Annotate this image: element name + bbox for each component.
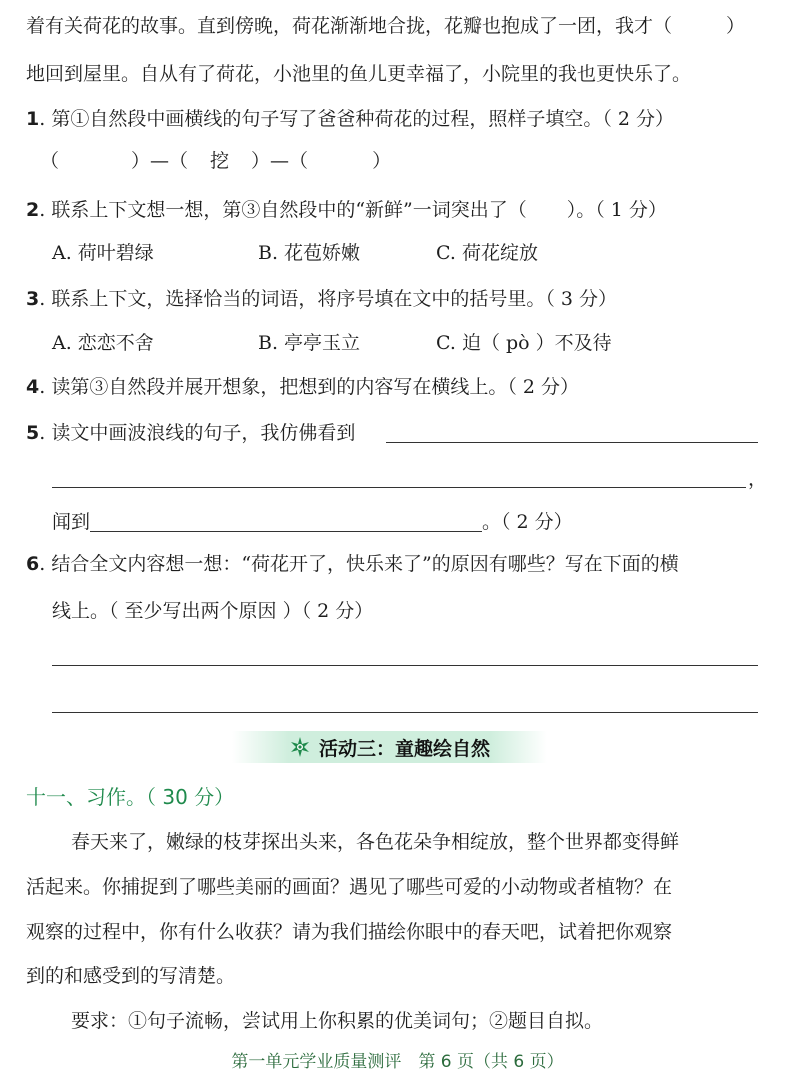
question-5 xyxy=(26,420,355,446)
question-text: . 第①自然段中画横线的句子写了爸爸种荷花的过程，照样子填空。（ 2 分） xyxy=(39,108,674,130)
essay-paragraph-line: 春天来了，嫩绿的枝芽探出头来，各色花朵争相绽放，整个世界都变得鲜 xyxy=(71,831,680,853)
option-c: C. 迫（ pò ）不及待 xyxy=(436,332,612,354)
question-number: 2 xyxy=(26,199,40,221)
question-6 xyxy=(26,551,679,577)
question-number: 1 xyxy=(26,108,40,130)
question-text: . 结合全文内容想一想：“荷花开了，快乐来了”的原因有哪些？写在下面的横 xyxy=(39,553,679,575)
passage-line-2: 地回到屋里。自从有了荷花，小池里的鱼儿更幸福了，小院里的我也更快乐了。 xyxy=(26,63,692,85)
essay-requirements: 要求：①句子流畅，尝试用上你积累的优美词句；②题目自拟。 xyxy=(71,1010,604,1032)
blank-paren-close: ） xyxy=(726,15,746,37)
question-score: 。（ 2 分） xyxy=(482,511,573,533)
option-a: A. 恋恋不舍 xyxy=(52,332,154,354)
question-text: . 读文中画波浪线的句子，我仿佛看到 xyxy=(39,422,356,444)
essay-paragraph-line: 观察的过程中，你有什么收获？请为我们描绘你眼中的春天吧，试着把你观察 xyxy=(26,921,673,943)
answer-line[interactable] xyxy=(386,442,758,443)
answer-line[interactable] xyxy=(90,511,482,532)
essay-paragraph-line: 活起来。你捕捉到了哪些美丽的画面？遇见了哪些可爱的小动物或者植物？在 xyxy=(26,876,673,898)
question-number: 6 xyxy=(26,553,40,575)
star-flower-icon xyxy=(289,736,311,758)
essay-paragraph-line: 到的和感受到的写清楚。 xyxy=(26,965,236,987)
question-5-heard-line xyxy=(52,509,573,535)
option-b: B. 花苞娇嫩 xyxy=(258,242,361,264)
question-1-fill-line xyxy=(40,148,391,174)
passage-text: 着有关荷花的故事。直到傍晚，荷花渐渐地合拢，花瓣也抱成了一团，我才（ xyxy=(26,15,673,37)
question-text: . 联系上下文，选择恰当的词语，将序号填在文中的括号里。（ 3 分） xyxy=(39,288,617,310)
question-number: 5 xyxy=(26,422,40,444)
answer-line[interactable] xyxy=(52,712,758,713)
comma: ， xyxy=(748,468,768,490)
question-4 xyxy=(26,374,579,400)
question-3 xyxy=(26,286,617,312)
question-text: . 联系上下文想一想，第③自然段中的“新鲜”一词突出了（ xyxy=(39,199,527,221)
example-word: 挖 xyxy=(210,150,230,172)
heard-label: 闻到 xyxy=(52,511,91,533)
activity-title: 活动三：童趣绘自然 xyxy=(318,737,490,760)
option-a: A. 荷叶碧绿 xyxy=(52,242,154,264)
question-1 xyxy=(26,106,674,132)
question-2 xyxy=(26,197,667,223)
section-heading: 十一、习作。（ 30 分） xyxy=(26,785,235,809)
paren-dash: ）—（ xyxy=(251,150,309,172)
option-c: C. 荷花绽放 xyxy=(436,242,538,264)
option-b: B. 亭亭玉立 xyxy=(258,332,361,354)
activity-banner xyxy=(232,731,547,763)
answer-line[interactable] xyxy=(52,665,758,666)
page-footer: 第一单元学业质量测评 第 6 页（共 6 页） xyxy=(231,1052,564,1072)
answer-line[interactable] xyxy=(52,487,746,488)
question-text: . 读第③自然段并展开想象，把想到的内容写在横线上。（ 2 分） xyxy=(39,376,579,398)
question-number: 4 xyxy=(26,376,40,398)
passage-line-1 xyxy=(26,13,745,39)
question-number: 3 xyxy=(26,288,40,310)
question-6-line-2: 线上。（ 至少写出两个原因 ）（ 2 分） xyxy=(52,600,374,622)
paren-open: （ xyxy=(40,150,60,172)
paren-close: ） xyxy=(372,150,392,172)
question-score: ）。（ 1 分） xyxy=(566,199,667,221)
paren-dash: ）—（ xyxy=(131,150,189,172)
